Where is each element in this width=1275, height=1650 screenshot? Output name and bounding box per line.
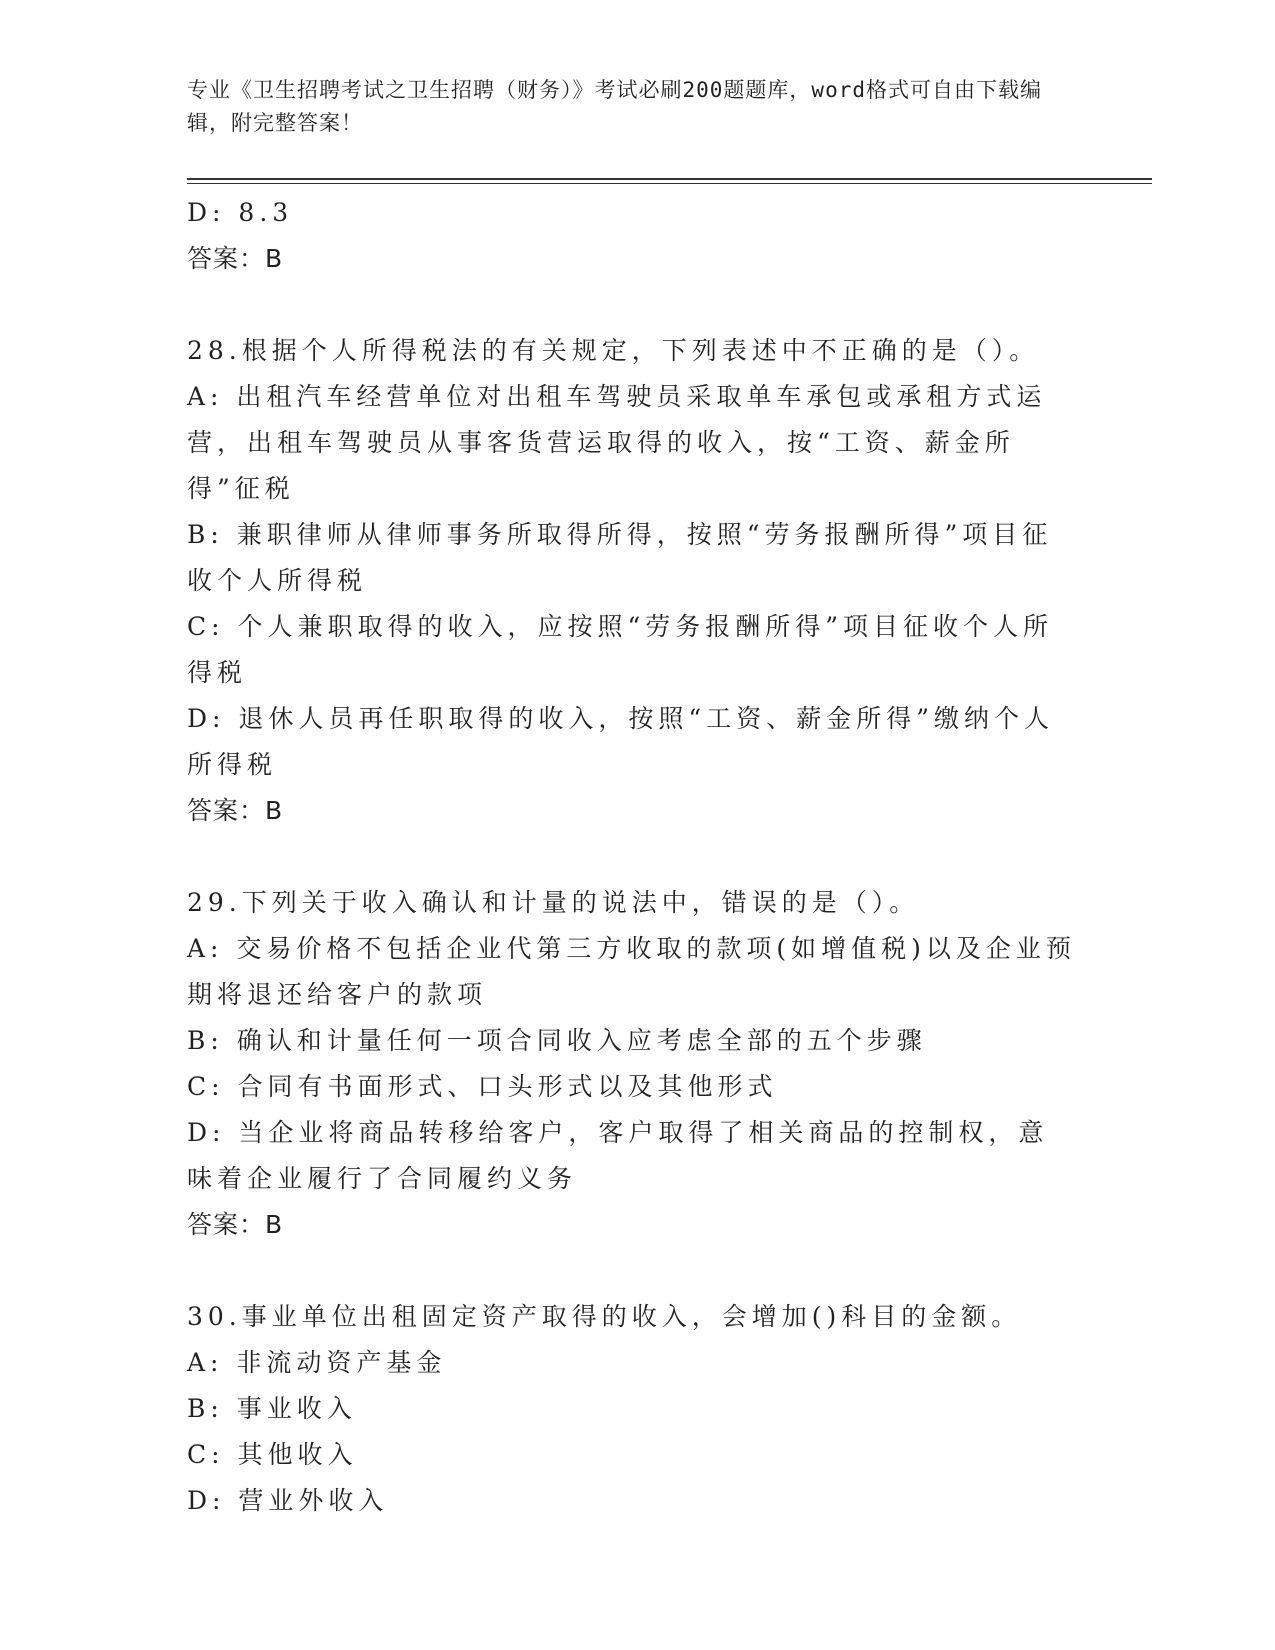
option-c: C: 个人兼职取得的收入，应按照“劳务报酬所得”项目征收个人所得税 (187, 612, 1054, 687)
option-d: D: 退休人员再任职取得的收入，按照“工资、薪金所得”缴纳个人所得税 (187, 704, 1054, 779)
option-d: D: 8.3 (187, 198, 294, 227)
option-b: B: 兼职律师从律师事务所取得所得，按照“劳务报酬所得”项目征收个人所得税 (187, 520, 1053, 595)
header-divider-thin (187, 183, 1152, 184)
question-stem: 28.根据个人所得税法的有关规定，下列表述中不正确的是（）。 (187, 336, 1040, 365)
option-b: B: 确认和计量任何一项合同收入应考虑全部的五个步骤 (187, 1026, 927, 1055)
question-28 (187, 328, 1077, 834)
question-stem: 30.事业单位出租固定资产取得的收入，会增加()科目的金额。 (187, 1302, 1022, 1331)
option-d: D: 营业外收入 (187, 1486, 389, 1515)
answer-label: 答案：B (187, 796, 284, 825)
header-divider (187, 178, 1152, 180)
option-c: C: 其他收入 (187, 1440, 358, 1469)
option-b: B: 事业收入 (187, 1394, 357, 1423)
question-29 (187, 880, 1077, 1248)
option-c: C: 合同有书面形式、口头形式以及其他形式 (187, 1072, 778, 1101)
option-d: D: 当企业将商品转移给客户，客户取得了相关商品的控制权，意味着企业履行了合同履约义务 (187, 1118, 1049, 1193)
option-a: A: 出租汽车经营单位对出租车驾驶员采取单车承包或承租方式运营，出租车驾驶员从事客货营运取得的收入，按“工资、薪金所得”征税 (187, 382, 1047, 503)
page-header: 专业《卫生招聘考试之卫生招聘（财务）》考试必刷200题题库，word格式可自由下载编辑，附完整答案！ (187, 78, 1042, 135)
previous-question-tail (187, 190, 1077, 282)
answer-label: 答案：B (187, 1210, 284, 1239)
option-a: A: 非流动资产基金 (187, 1348, 447, 1377)
question-content (187, 190, 1077, 1524)
option-a: A: 交易价格不包括企业代第三方收取的款项(如增值税)以及企业预期将退还给客户的款项 (187, 934, 1076, 1009)
answer-label: 答案：B (187, 244, 284, 273)
question-30 (187, 1294, 1077, 1524)
question-stem: 29.下列关于收入确认和计量的说法中，错误的是（）。 (187, 888, 920, 917)
